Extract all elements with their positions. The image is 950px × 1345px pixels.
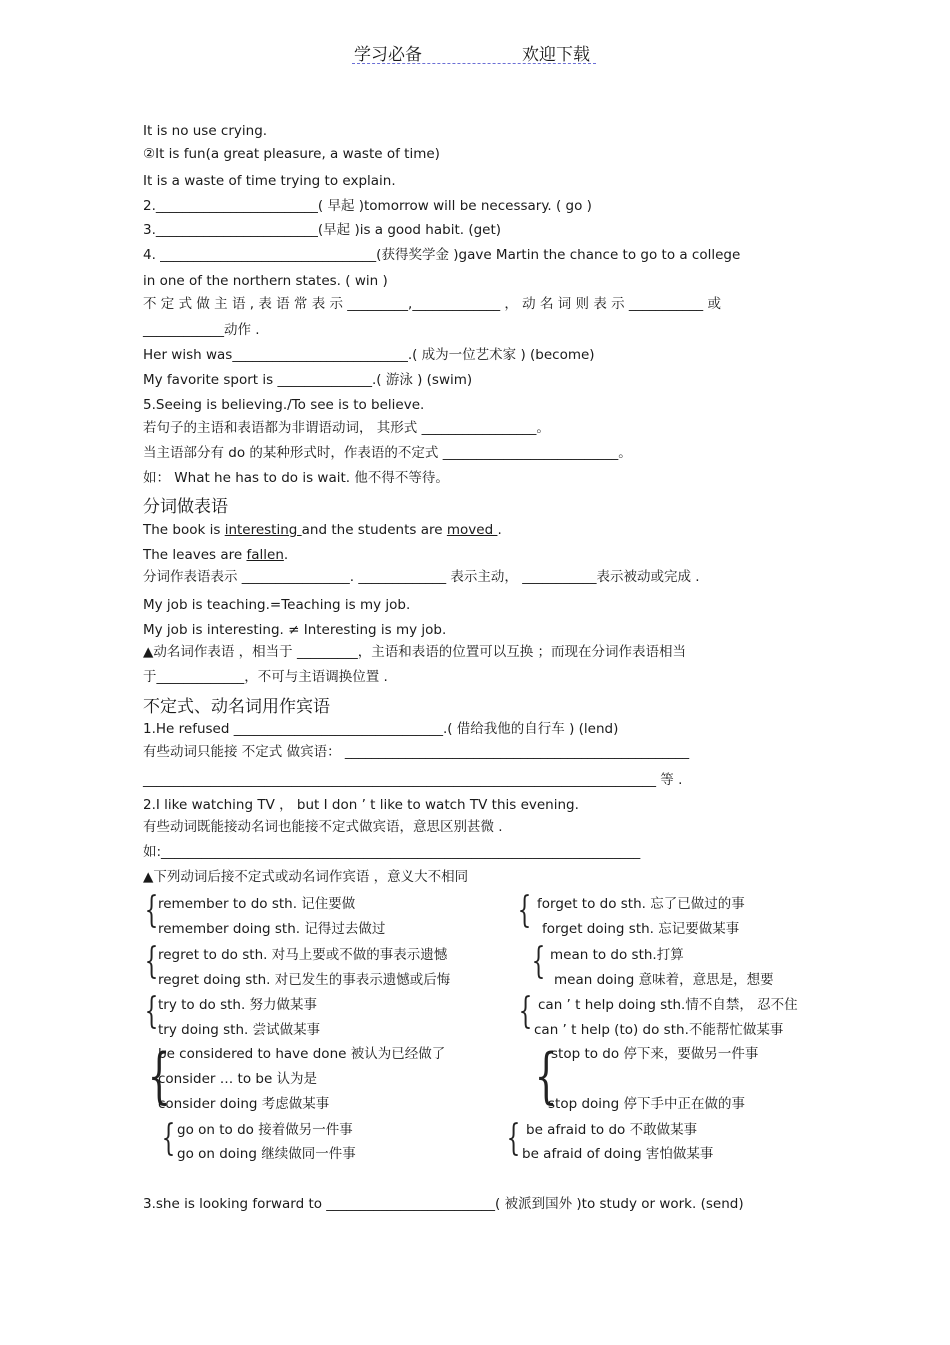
line-10: Her wish was__________________________.( 成为一位艺术家 ) (become) bbox=[143, 347, 595, 363]
line-27: 有些动词既能接动名词也能接不定式做宾语，意思区别甚微 . bbox=[143, 819, 503, 835]
header-divider bbox=[352, 63, 596, 64]
pair-try-b: try doing sth. 尝试做某事 bbox=[158, 1022, 321, 1038]
line-30: 3.she is looking forward to _________________________( 被派到国外 )to study or work. (send) bbox=[143, 1196, 744, 1212]
pair-go-on-a: go on to do 接着做另一件事 bbox=[177, 1122, 353, 1138]
pair-afraid-b: be afraid of doing 害怕做某事 bbox=[522, 1146, 714, 1162]
line-29: ▲下列动词后接不定式或动名词作宾语 ，意义大不相同 bbox=[143, 869, 469, 885]
heading-participle: 分词做表语 bbox=[143, 497, 228, 517]
line-3: It is a waste of time trying to explain. bbox=[143, 173, 396, 189]
brace-remember: { bbox=[144, 890, 159, 931]
line-17-b: fallen bbox=[246, 547, 284, 563]
brace-go-on: { bbox=[161, 1118, 176, 1159]
pair-cant-help-a: can ’ t help doing sth.情不自禁， 忍不住 bbox=[538, 997, 798, 1013]
pair-forget-a: forget to do sth. 忘了已做过的事 bbox=[537, 896, 745, 912]
brace-consider: { bbox=[147, 1041, 171, 1111]
line-17 bbox=[143, 546, 288, 564]
pair-mean-a: mean to do sth.打算 bbox=[550, 947, 684, 963]
pair-forget-b: forget doing sth. 忘记要做某事 bbox=[542, 921, 740, 937]
line-20: My job is interesting. ≠ Interesting is my job. bbox=[143, 622, 447, 638]
pair-consider-b: consider … to be 认为是 bbox=[158, 1071, 318, 1087]
brace-cant-help: { bbox=[518, 991, 533, 1032]
brace-mean: { bbox=[531, 941, 546, 982]
line-16-b: interesting bbox=[224, 522, 302, 538]
brace-stop: { bbox=[534, 1041, 558, 1111]
line-17-a: The leaves are bbox=[143, 547, 247, 563]
line-16-c: and the students are bbox=[301, 522, 447, 538]
heading-object: 不定式、动名词用作宾语 bbox=[143, 697, 330, 717]
line-5: 3.________________________(早起 )is a good habit. (get) bbox=[143, 222, 502, 238]
brace-try: { bbox=[144, 991, 159, 1032]
line-24: 有些动词只能接 不定式 做宾语： ___________________________________________________ bbox=[143, 744, 690, 760]
line-8: 不 定 式 做 主 语 , 表 语 常 表 示 _________,_____________ ， 动 名 词 则 表 示 ___________ 或 bbox=[143, 296, 721, 312]
line-11: My favorite sport is ______________.( 游泳 ) (swim) bbox=[143, 372, 473, 388]
line-22: 于_____________，不可与主语调换位置 . bbox=[143, 669, 388, 685]
pair-afraid-a: be afraid to do 不敢做某事 bbox=[526, 1122, 698, 1138]
line-12: 5.Seeing is believing./To see is to believe. bbox=[143, 397, 425, 413]
line-13: 若句子的主语和表语都为非谓语动词， 其形式 _________________。 bbox=[143, 420, 550, 436]
pair-mean-b: mean doing 意味着，意思是，想要 bbox=[554, 972, 774, 988]
line-15: 如： What he has to do is wait. 他不得不等待。 bbox=[143, 470, 449, 486]
line-9: ____________动作 . bbox=[143, 322, 260, 338]
pair-stop-b: stop doing 停下手中正在做的事 bbox=[548, 1096, 745, 1112]
header-left: 学习必备 bbox=[354, 45, 422, 65]
line-14: 当主语部分有 do 的某种形式时，作表语的不定式 __________________________。 bbox=[143, 445, 632, 461]
pair-consider-c: consider doing 考虑做某事 bbox=[158, 1096, 330, 1112]
line-16-a: The book is bbox=[143, 522, 225, 538]
brace-afraid: { bbox=[506, 1118, 521, 1159]
pair-consider-a: be considered to have done 被认为已经做了 bbox=[158, 1046, 446, 1062]
line-23: 1.He refused _______________________________.( 借给我他的自行车 ) (lend) bbox=[143, 721, 619, 737]
line-2: ②It is fun(a great pleasure, a waste of time) bbox=[143, 146, 440, 162]
pair-remember-b: remember doing sth. 记得过去做过 bbox=[158, 921, 386, 937]
line-21: ▲动名词作表语 ，相当于 _________，主语和表语的位置可以互换 ；而现在分词作表语相当 bbox=[143, 644, 687, 660]
pair-remember-a: remember to do sth. 记住要做 bbox=[158, 896, 356, 912]
line-16-d: moved bbox=[446, 522, 498, 538]
brace-regret: { bbox=[144, 941, 159, 982]
header-right: 欢迎下载 bbox=[522, 45, 590, 65]
line-16 bbox=[143, 521, 502, 539]
pair-regret-a: regret to do sth. 对马上要或不做的事表示遗憾 bbox=[158, 947, 448, 963]
line-25: ____________________________________________________________________________ 等 . bbox=[143, 772, 683, 788]
line-6: 4. ________________________________(获得奖学金 )gave Martin the chance to go to a college bbox=[143, 247, 741, 263]
line-4: 2.________________________( 早起 )tomorrow will be necessary. ( go ) bbox=[143, 198, 592, 214]
line-26: 2.I like watching TV ， but I don ’ t like to watch TV this evening. bbox=[143, 797, 579, 813]
pair-regret-b: regret doing sth. 对已发生的事表示遗憾或后悔 bbox=[158, 972, 451, 988]
pair-try-a: try to do sth. 努力做某事 bbox=[158, 997, 318, 1013]
line-19: My job is teaching.=Teaching is my job. bbox=[143, 597, 411, 613]
pair-stop-a: stop to do 停下来，要做另一件事 bbox=[551, 1046, 759, 1062]
line-18: 分词作表语表示 ________________. _____________ 表示主动， ___________表示被动或完成 . bbox=[143, 569, 700, 585]
brace-forget: { bbox=[517, 890, 532, 931]
line-7: in one of the northern states. ( win ) bbox=[143, 273, 388, 289]
line-28: 如:_______________________________________________________________________ bbox=[143, 844, 641, 860]
pair-go-on-b: go on doing 继续做同一件事 bbox=[177, 1146, 356, 1162]
line-17-c: . bbox=[283, 547, 289, 563]
line-16-e: . bbox=[497, 522, 502, 538]
pair-cant-help-b: can ’ t help (to) do sth.不能帮忙做某事 bbox=[534, 1022, 784, 1038]
line-1: It is no use crying. bbox=[143, 123, 268, 139]
